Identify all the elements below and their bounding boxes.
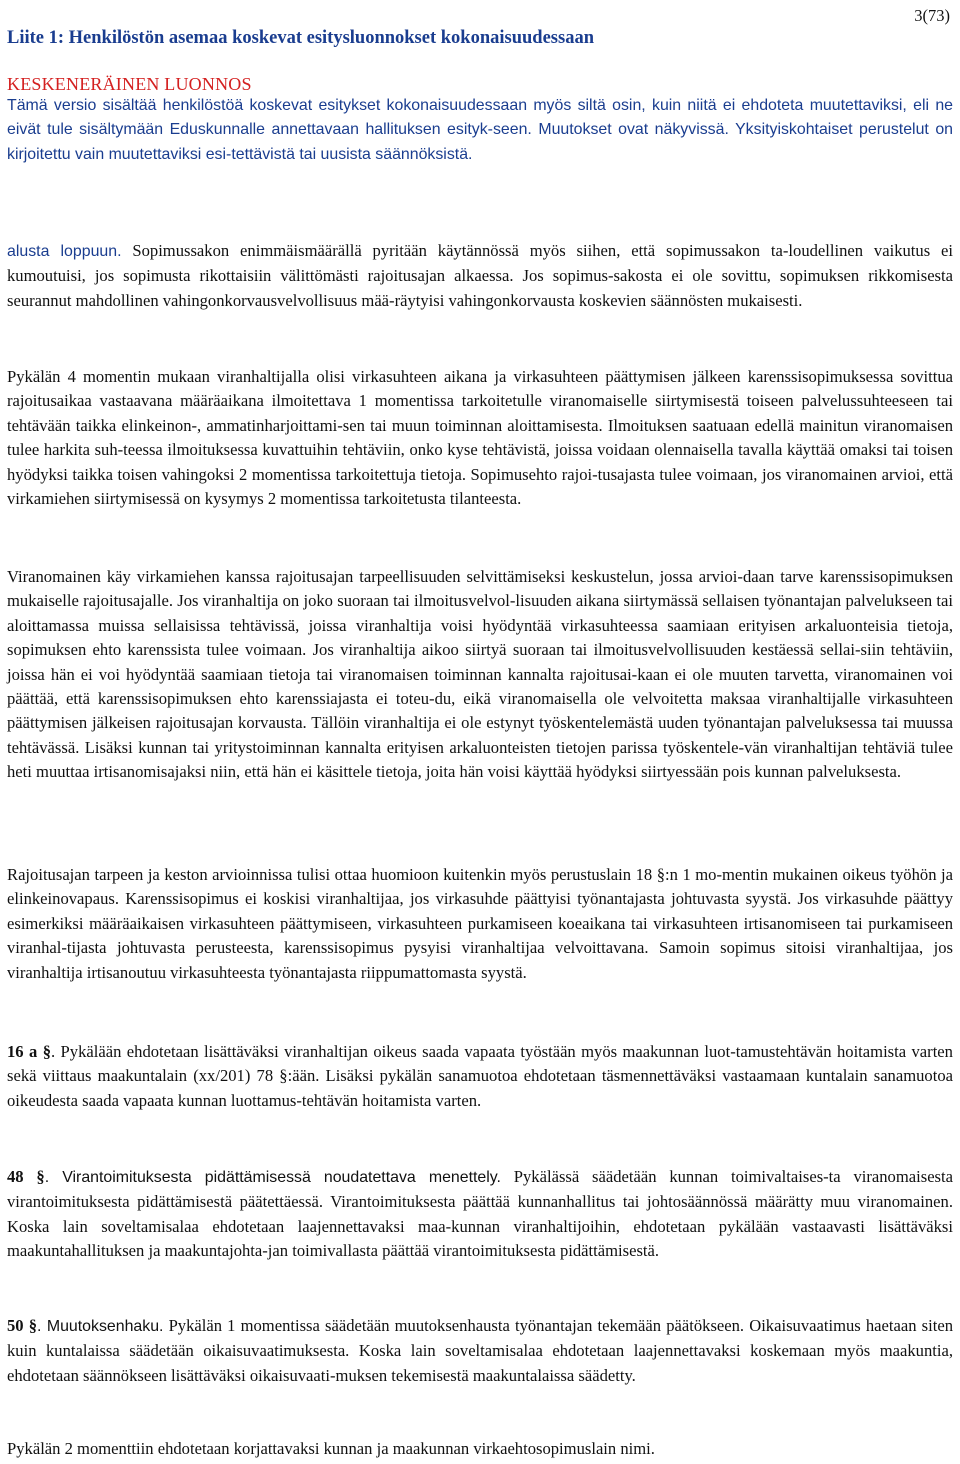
paragraph-section-50 (7, 1314, 953, 1388)
paragraph-section-16a (7, 1040, 953, 1113)
paragraph-text: Pykälän 1 momentissa säädetään muutoksenhausta työnantajan tekemään päätökseen. Oikaisuvaatimus haetaan siten kuin kuntalaissa säädetään oikaisuvaatimuksesta. Koska lain soveltamisalaa ehdotetaan laajennettavaksi koskemaan myös maakuntia, ehdotetaan säännökseen lisättäväksi oikaisuvaati-muksen tekemisestä maakuntalaissa säädetty. (7, 1316, 954, 1385)
section-sign: § (42, 1042, 51, 1061)
page-number: 3(73) (914, 6, 950, 25)
inserted-text: alusta loppuun. (7, 243, 122, 260)
draft-notice-title: KESKENERÄINEN LUONNOS (7, 74, 252, 94)
paragraph-text: Pykälässä säädetään kunnan toimivaltaises-ta viranomaisesta virantoimituksesta pidättämisestä päätettäessä. Virantoimituksesta päättää kunnanhallitus tai johtosäännössä määrätty muu viranomainen. Koska lain soveltamisalaa ehdotetaan laajennettavaksi maa-kunnan viranhaltijoihin, ehdotetaan pykälään vastaavasti lisättäväksi maakuntahallituksen ja maakuntajohta-jan toimivallasta päättää virantoimituksesta pidättämisestä. (7, 1167, 953, 1261)
section-sign: § (28, 1316, 38, 1335)
section-sign: § (36, 1167, 45, 1186)
draft-notice-text: Tämä versio sisältää henkilöstöä koskevat esitykset kokonaisuudessaan myös siltä osin, kuin niitä ei ehdoteta muutettaviksi, eli ne eivät tule sisältymään Eduskunnalle annettavaan hallituksen esityk-seen. Muutokset ovat näkyvissä. Yksityiskohtaiset perustelut on kirjoitettu vain muutettaviksi esi-tettävistä tai uusista säännöksistä. (7, 97, 953, 163)
paragraph-sanction (7, 239, 953, 313)
paragraph-section-48 (7, 1165, 953, 1264)
paragraph-moment-4: Pykälän 4 momentin mukaan viranhaltijalla olisi virkasuhteen aikana ja virkasuhteen päättymisen jälkeen karenssisopimuksessa sovittua rajoitusaikaa vastaavana määräaikana ilmoitettava 1 momentissa tarkoitetulle viranomaiselle siirtymisestä toiseen palvelussuhteeseen tai tehtävään taikka elinkeinon-, ammatinharjoittami-sen tai muun toiminnan aloittamisesta. Ilmoituksen saatuaan edellä mainitun viranomaisen tulee harkita suh-teessa ilmoituksessa kuvattuihin tehtäviin, onko kyse tehtävistä, joissa voidaan olennaisella tavalla käyttää omaksi tai toisen hyödyksi taikka toisen vahingoksi 2 momentissa tarkoitettuja tietoja. Sopimusehto rajoi-tusajasta tulee voimaan, jos viranomainen arvioi, että virkamiehen siirtymisessä on kysymys 2 momentissa tarkoitetusta tilanteesta. (7, 367, 953, 509)
section-heading: . Muutoksenhaku. (37, 1318, 164, 1335)
paragraph-moment-2: Pykälän 2 momenttiin ehdotetaan korjattavaksi kunnan ja maakunnan virkaehtosopimuslain nimi. (7, 1439, 655, 1458)
section-number: 48 (7, 1167, 24, 1186)
appendix-title: Liite 1: Henkilöstön asemaa koskevat esitysluonnokset kokonaisuudessaan (7, 28, 594, 48)
paragraph-discussion: Viranomainen käy virkamiehen kanssa rajoitusajan tarpeellisuuden selvittämiseksi keskustelun, jossa arvioi-daan tarve karenssisopimuksen mukaiselle rajoitusajalle. Jos viranhaltija on joko suoraan tai ilmoitusvelvol-lisuuden aikana siirtymässä sellaisen työnantajan palvelukseen tai aloittamassa muissa sellaisissa tehtävissä, joissa viranhaltija voisi hyödyntää virkasuhteessa saamiaan erityisen arkaluonteisia tietoja, sopimuksen ehto karenssista tulee voimaan. Jos viranhaltija aikoo siirtyä suoraan tai ilmoitusvelvollisuuden kestäessä sellai-siin tehtäviin, joissa hän ei voi hyödyntää saamiaan tietoja tai viranomaisen toiminnan kannalta rajoitusai-kaan ei ole muuten tarvetta, viranomainen voi päättää, että karenssisopimuksen ehto karenssiajasta ei toteu-du, eikä viranomaisella ole velvoitetta maksaa viranhaltijalle virkasuhteen päättymisen jälkeisen rajoitusajan korvausta. Tällöin viranhaltija ei ole estynyt työskentelemästä uuden työnantajan palveluksessa tai muussa tehtävässä. Lisäksi kunnan tai yritystoiminnan kannalta erityisen arkaluonteisten tietojen parissa työskentele-vän viranhaltijan tehtäviä tulee heti muuttaa irtisanomisajaksi niin, että hän ei käsittele tietoja, joita hän voisi käyttää hyödyksi siirtyessään pois kunnan palveluksesta. (7, 567, 953, 782)
paragraph-restriction-period: Rajoitusajan tarpeen ja keston arvioinnissa tulisi ottaa huomioon kuitenkin myös perustuslain 18 §:n 1 mo-mentin mukainen oikeus työhön ja elinkeinovapaus. Karenssisopimus ei koskisi viranhaltijaa, jos virkasuhde päättyisi työnantajasta johtuvasta syystä. Jos virkasuhde päättyy esimerkiksi määräaikaisen virkasuhteen päättymiseen, virkasuhteen purkamiseen koeaikana tai virkasuhteen irtisanomiseen tai purkamiseen viranhal-tijasta johtuvasta perusteesta, karenssisopimus pysyisi viranhaltijaa velvoittavana. Samoin sopimus sitoisi viranhaltijaa, jos viranhaltija irtisanoutuu virkasuhteesta työnantajasta riippumattomasta syystä. (7, 865, 953, 982)
paragraph-text: . Pykälään ehdotetaan lisättäväksi viranhaltijan oikeus saada vapaata työstään myös maakunnan luot-tamustehtävän hoitamista varten sekä viittaus maakuntalain (xx/201) 78 §:ään. Lisäksi pykälän sanamuotoa ehdotetaan täsmennettäväksi vastaamaan kuntalain sanamuotoa oikeudesta saada vapaata kunnan luottamus-tehtävän hoitamista varten. (7, 1042, 953, 1110)
section-number: 50 (7, 1316, 24, 1335)
section-number: 16 a (7, 1042, 38, 1061)
paragraph-text: Sopimussakon enimmäismäärällä pyritään käytännössä myös siihen, että sopimussakon ta-loudellinen vaikutus ei kumoutuisi, jos sopimusta rikottaisiin välittömästi rajoitusajan alkaessa. Jos sopimus-sakosta ei ole sovittu, sopimuksen rikkomisesta seurannut mahdollinen vahingonkorvausvelvollisuus mää-räytyisi vahingonkorvausta koskevien säännösten mukaisesti. (7, 241, 953, 310)
section-heading: . Virantoimituksesta pidättämisessä noudatettava menettely. (44, 1169, 501, 1186)
